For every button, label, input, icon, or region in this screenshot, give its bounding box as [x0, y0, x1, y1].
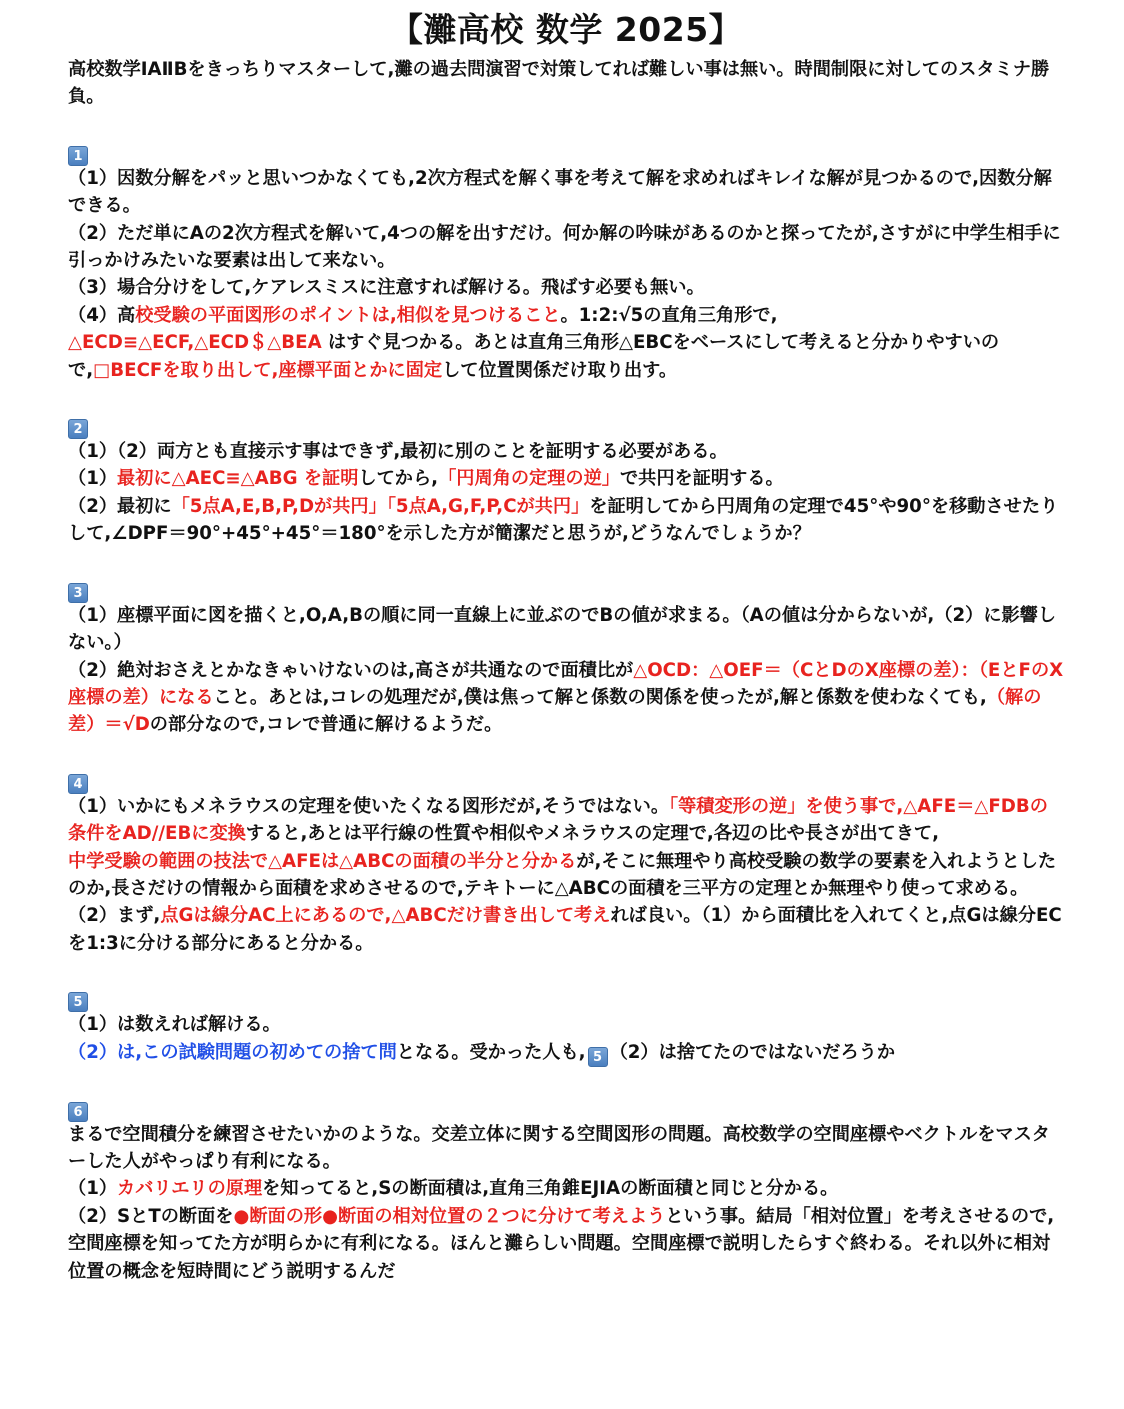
- body-text: が,そこに無理やり高校受験の数学の要素を入れようとしたのか,長さだけの情報から面積を求めさせるので,テキトーに△ABCの面積を三平方の定理とか無理やり使って求める。: [68, 850, 1057, 899]
- body-text: となる。受かった人も,: [396, 1041, 586, 1063]
- section-gap: [68, 111, 1064, 138]
- highlight-red-text: 校受験の平面図形のポイントは,相似を見つけること: [135, 304, 561, 326]
- body-text: を知ってると,Sの断面積は,直角三角錐EJIAの断面積と同じと分かる。: [262, 1178, 839, 1200]
- paragraph-line: [68, 465, 1064, 492]
- body-text: （1）: [68, 1178, 118, 1200]
- section-number-badge: 6: [68, 1102, 88, 1122]
- section-gap: [68, 548, 1064, 575]
- paragraph-line: [68, 165, 1064, 220]
- section-gap: [68, 384, 1064, 411]
- section-heading: [68, 766, 1064, 793]
- paragraph-line: [68, 493, 1064, 548]
- paragraph-line: [68, 848, 1064, 903]
- paragraph-line: [68, 1039, 1064, 1067]
- highlight-red-text: （解の差）＝√D: [68, 686, 1042, 736]
- inline-number-badge: 5: [588, 1047, 608, 1067]
- body-text: （1）は数えれば解ける。: [68, 1014, 281, 1036]
- body-text: （3）場合分けをして,ケアレスミスに注意すれば解ける。飛ばす必要も無い。: [68, 277, 705, 299]
- body-text: の部分なので,コレで普通に解けるようだ。: [149, 714, 503, 736]
- section-heading: [68, 984, 1064, 1011]
- highlight-red-text: 最初に△AEC≡△ABG を証明: [117, 468, 359, 490]
- body-text: すると,あとは平行線の性質や相似やメネラウスの定理で,各辺の比や長さが出てきて,: [245, 823, 939, 845]
- body-text: で共円を証明する。: [619, 468, 784, 490]
- body-text: （2）最初に: [68, 495, 172, 517]
- highlight-red-text: 「5点A,E,B,P,Dが共円」「5点A,G,F,P,Cが共円」: [171, 495, 590, 517]
- body-text: こと。あとは,コレの処理だが,僕は焦って解と係数の関係を使ったが,解と係数を使わなくても,: [213, 686, 987, 708]
- highlight-red-text: △OCD：△OEF＝（CとDのX座標の差）：（EとFのX座標の差）になる: [68, 659, 1064, 708]
- paragraph-line: [68, 220, 1064, 275]
- body-text: （2）ただ単にAの2次方程式を解いて,4つの解を出すだけ。何か解の吟味があるのかと探ってたが,さすがに中学生相手に引っかけみたいな要素は出して来ない。: [68, 222, 1061, 272]
- body-text: して位置関係だけ取り出す。: [442, 359, 678, 381]
- section-gap: [68, 739, 1064, 766]
- body-text: （2）は捨てたのではないだろうか: [609, 1041, 896, 1063]
- body-text: （1）（2）両方とも直接示す事はできず,最初に別のことを証明する必要がある。: [68, 441, 728, 463]
- section-number-badge: 2: [68, 419, 88, 439]
- highlight-red-text: 「等積変形の逆」を使う事で,△AFE＝△FDBの条件をAD//EBに変換: [68, 795, 1048, 845]
- body-text: れば良い。（1）から面積比を入れてくと,点Gは線分ECを1:3に分ける部分にあると分かる。: [68, 905, 1062, 954]
- document-page: [0, 10, 1124, 1409]
- paragraph-line: [68, 1175, 1064, 1202]
- body-text: という事。結局「相対位置」を考えさせるので,空間座標を知ってた方が明らかに有利になる。ほんと灘らしい問題。空間座標で説明したらすぐ終わる。それ以外に相対位置の概念を短時間にどう説明するんだ: [68, 1205, 1055, 1282]
- highlight-red-text: 中学受験の範囲の技法で△AFEは△ABCの面積の半分と分かる: [68, 850, 577, 872]
- section-number-badge: 3: [68, 583, 88, 603]
- section-gap: [68, 957, 1064, 984]
- paragraph-line: [68, 302, 1064, 329]
- section-gap: [68, 1067, 1064, 1094]
- paragraph-line: [68, 1121, 1064, 1176]
- body-text: （2）絶対おさえとかなきゃいけないのは,高さが共通なので面積比が: [68, 659, 634, 681]
- sections-container: [68, 111, 1064, 1285]
- paragraph-line: [68, 438, 1064, 465]
- paragraph-line: [68, 1011, 1064, 1038]
- highlight-red-text: カバリエリの原理: [117, 1178, 263, 1200]
- paragraph-line: [68, 602, 1064, 657]
- paragraph-line: [68, 329, 1064, 384]
- body-text: はすぐ見つかる。あとは直角三角形△EBCをベースにして考えると分かりやすいので,: [68, 332, 1000, 381]
- paragraph-line: [68, 1203, 1064, 1285]
- body-text: （2）まず,: [68, 905, 161, 927]
- paragraph-line: [68, 902, 1064, 957]
- intro-paragraph: 高校数学ⅠAⅡBをきっちりマスターして,灘の過去問演習で対策してれば難しい事は無い。時間制限に対してのスタミナ勝負。: [68, 59, 1050, 108]
- body-text: （1）いかにもメネラウスの定理を使いたくなる図形だが,そうではない。: [68, 795, 670, 817]
- paragraph-line: [68, 274, 1064, 301]
- section-number-badge: 1: [68, 146, 88, 166]
- highlight-red-text: 「円周角の定理の逆」: [438, 468, 620, 490]
- body-text: 。1:2:√5の直角三角形で,: [560, 304, 778, 326]
- body-text: を証明してから円周角の定理で45°や90°を移動させたりして,∠DPF＝90°+45°+45°＝180°を示した方が簡潔だと思うが,どうなんでしょうか？: [68, 495, 1059, 545]
- body-text: してから,: [358, 468, 439, 490]
- section-number-badge: 4: [68, 774, 88, 794]
- body-text: （1）: [68, 468, 118, 490]
- highlight-blue-text: （2）は,この試験問題の初めての捨て問: [68, 1041, 397, 1063]
- highlight-red-text: 点Gは線分AC上にあるので,△ABCだけ書き出して考え: [160, 905, 611, 927]
- section-heading: [68, 575, 1064, 602]
- page-title: 【灘高校 数学 2025】: [389, 10, 743, 49]
- body-text: （1）因数分解をパッと思いつかなくても,2次方程式を解く事を考えて解を求めればキレイな解が見つかるので,因数分解できる。: [68, 167, 1052, 217]
- body-text: （4）高: [68, 304, 136, 326]
- body-text: まるで空間積分を練習させたいかのような。交差立体に関する空間図形の問題。高校数学の空間座標やベクトルをマスターした人がやっぱり有利になる。: [68, 1123, 1050, 1172]
- section-heading: [68, 411, 1064, 438]
- highlight-red-text: □BECFを取り出して,座標平面とかに固定: [93, 359, 443, 381]
- highlight-red-text: △ECD≡△ECF,△ECD＄△BEA: [68, 332, 322, 354]
- body-text: （1）座標平面に図を描くと,O,A,Bの順に同一直線上に並ぶのでBの値が求まる。（Aの値は分からないが,（2）に影響しない。）: [68, 604, 1057, 654]
- section-number-badge: 5: [68, 992, 88, 1012]
- highlight-red-text: ●断面の形●断面の相対位置の２つに分けて考えよう: [233, 1205, 666, 1227]
- body-text: （2）SとTの断面を: [68, 1205, 234, 1227]
- paragraph-line: [68, 657, 1064, 739]
- section-heading: [68, 138, 1064, 165]
- paragraph-line: [68, 793, 1064, 848]
- section-heading: [68, 1094, 1064, 1121]
